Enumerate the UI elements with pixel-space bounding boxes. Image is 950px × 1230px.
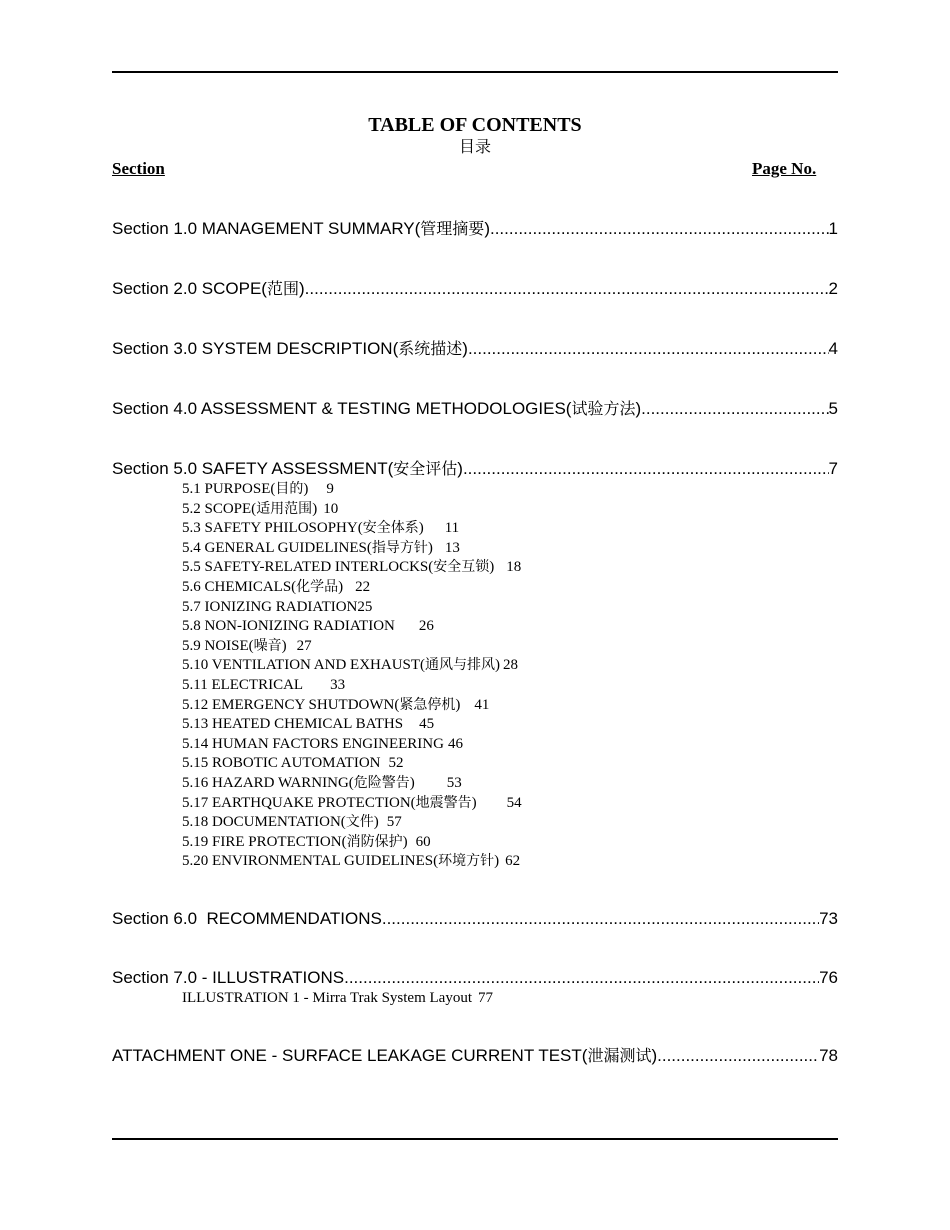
toc-subentry[interactable]: 5.12 EMERGENCY SHUTDOWN(紧急停机) 41	[182, 696, 490, 713]
toc-subentry[interactable]: 5.4 GENERAL GUIDELINES(指导方针) 13	[182, 539, 460, 556]
toc-subentry[interactable]: 5.2 SCOPE(适用范围) 10	[182, 500, 339, 517]
toc-subentry[interactable]: 5.14 HUMAN FACTORS ENGINEERING 46	[182, 735, 463, 752]
section-5-subsections	[182, 480, 522, 872]
entry-page-number: 78	[819, 1046, 838, 1065]
toc-subentry[interactable]: 5.20 ENVIRONMENTAL GUIDELINES(环境方针) 62	[182, 853, 521, 870]
dot-leader	[468, 338, 829, 360]
entry-chinese: 试验方法	[571, 399, 636, 418]
entry-title: Section 1.0 MANAGEMENT SUMMARY(	[112, 219, 421, 238]
entry-title: Section 4.0 ASSESSMENT & TESTING METHODOLOGIES(	[112, 399, 572, 418]
subentry-page-number: 41	[474, 696, 490, 713]
subentry-page-number: 10	[323, 500, 339, 517]
toc-subentry[interactable]: 5.11 ELECTRICAL 33	[182, 676, 346, 693]
subentry-page-number: 60	[415, 833, 431, 850]
subentry-page-number: 27	[296, 637, 312, 654]
entry-page-number: 1	[828, 219, 838, 238]
toc-title: TABLE OF CONTENTS	[368, 114, 582, 136]
toc-subentry[interactable]: 5.9 NOISE(噪音) 27	[182, 637, 312, 654]
toc-subentry[interactable]: 5.3 SAFETY PHILOSOPHY(安全体系) 11	[182, 520, 460, 537]
toc-entry-attachment-one[interactable]: ATTACHMENT ONE - SURFACE LEAKAGE CURRENT TEST(泄漏测试) ..... 78	[112, 1045, 838, 1067]
toc-subentry[interactable]: 5.17 EARTHQUAKE PROTECTION(地震警告) 54	[182, 794, 522, 811]
toc-entry-section-4[interactable]: Section 4.0 ASSESSMENT & TESTING METHODOLOGIES(试验方法) ..... 5	[112, 398, 838, 420]
entry-chinese: 安全评估	[393, 459, 458, 478]
subentry-page-number: 53	[446, 774, 462, 791]
subentry-page-number: 9	[326, 481, 334, 497]
entry-title: Section 6.0 RECOMMENDATIONS	[112, 909, 382, 928]
subentry-page-number: 77	[477, 990, 493, 1006]
subentry-page-number: 13	[444, 539, 460, 556]
subentry-page-number: 18	[506, 559, 522, 576]
top-rule	[112, 71, 838, 73]
subentry-page-number: 52	[388, 755, 404, 772]
entry-chinese: 系统描述	[398, 339, 463, 358]
subentry-page-number: 25	[357, 598, 373, 615]
dot-leader	[657, 1045, 819, 1067]
section-column-header: Section	[112, 159, 165, 178]
entry-title: Section 5.0 SAFETY ASSESSMENT(	[112, 459, 394, 478]
entry-page-number: 5	[828, 399, 838, 418]
toc-entry-section-2[interactable]: Section 2.0 SCOPE(范围) ..... 2	[112, 278, 838, 300]
subentry-page-number: 46	[447, 735, 463, 752]
entry-page-number: 4	[828, 339, 838, 358]
toc-subentry[interactable]: 5.13 HEATED CHEMICAL BATHS 45	[182, 716, 435, 733]
toc-subentry-illustration-1[interactable]: ILLUSTRATION 1 - Mirra Trak System Layout 77	[182, 990, 493, 1006]
toc-subentry[interactable]: 5.10 VENTILATION AND EXHAUST(通风与排风) 28	[182, 657, 519, 674]
entry-title: ATTACHMENT ONE - SURFACE LEAKAGE CURRENT TEST(	[112, 1046, 588, 1065]
entry-page-number: 2	[828, 279, 838, 298]
toc-subentry[interactable]: 5.15 ROBOTIC AUTOMATION 52	[182, 755, 404, 772]
subentry-page-number: 26	[418, 618, 434, 635]
subentry-page-number: 22	[355, 578, 371, 595]
subentry-page-number: 62	[505, 853, 521, 870]
entry-title: Section 3.0 SYSTEM DESCRIPTION(	[112, 339, 399, 358]
entry-page-number: 76	[819, 968, 838, 987]
toc-subtitle-chinese: 目录	[458, 137, 491, 156]
subentry-page-number: 11	[444, 520, 460, 537]
dot-leader	[344, 967, 819, 989]
dot-leader	[490, 218, 829, 240]
entry-chinese: 范围	[266, 279, 299, 298]
toc-subentry[interactable]: 5.16 HAZARD WARNING(危险警告) 53	[182, 774, 462, 791]
toc-entry-section-6[interactable]	[112, 908, 838, 930]
toc-subentry[interactable]: 5.18 DOCUMENTATION(文件) 57	[182, 814, 402, 831]
toc-subentry[interactable]: 5.1 PURPOSE(目的) 9	[182, 481, 334, 497]
subentry-page-number: 33	[330, 676, 346, 693]
page-column-header: Page No.	[752, 159, 817, 178]
entry-page-number: 73	[819, 909, 838, 928]
dot-leader	[305, 278, 829, 300]
toc-subentry[interactable]: 5.7 IONIZING RADIATION25	[182, 598, 373, 615]
toc-entry-section-7[interactable]	[112, 967, 838, 989]
toc-entry-section-1[interactable]: Section 1.0 MANAGEMENT SUMMARY(管理摘要) ..... 1	[112, 218, 838, 240]
entry-chinese: 管理摘要	[420, 219, 485, 238]
toc-entry-section-5[interactable]: Section 5.0 SAFETY ASSESSMENT(安全评估) ..... 7	[112, 458, 838, 480]
dot-leader	[463, 458, 829, 480]
entry-chinese: 泄漏测试	[587, 1046, 652, 1065]
subentry-page-number: 54	[506, 794, 522, 811]
subentry-page-number: 45	[419, 716, 435, 733]
toc-subentry[interactable]: 5.8 NON-IONIZING RADIATION 26	[182, 618, 434, 635]
toc-subentry[interactable]: 5.19 FIRE PROTECTION(消防保护) 60	[182, 833, 431, 850]
entry-title: Section 7.0 - ILLUSTRATIONS	[112, 968, 345, 987]
subentry-page-number: 28	[503, 657, 519, 674]
dot-leader	[641, 398, 828, 420]
entry-title: Section 2.0 SCOPE(	[112, 279, 267, 298]
bottom-rule	[112, 1138, 838, 1140]
toc-entry-section-3[interactable]: Section 3.0 SYSTEM DESCRIPTION(系统描述) ..... 4	[112, 338, 838, 360]
toc-subentry[interactable]: 5.6 CHEMICALS(化学品) 22	[182, 578, 371, 595]
entry-page-number: 7	[828, 459, 838, 478]
dot-leader	[382, 908, 819, 930]
toc-subentry[interactable]: 5.5 SAFETY-RELATED INTERLOCKS(安全互锁) 18	[182, 559, 522, 576]
subentry-page-number: 57	[386, 814, 402, 831]
